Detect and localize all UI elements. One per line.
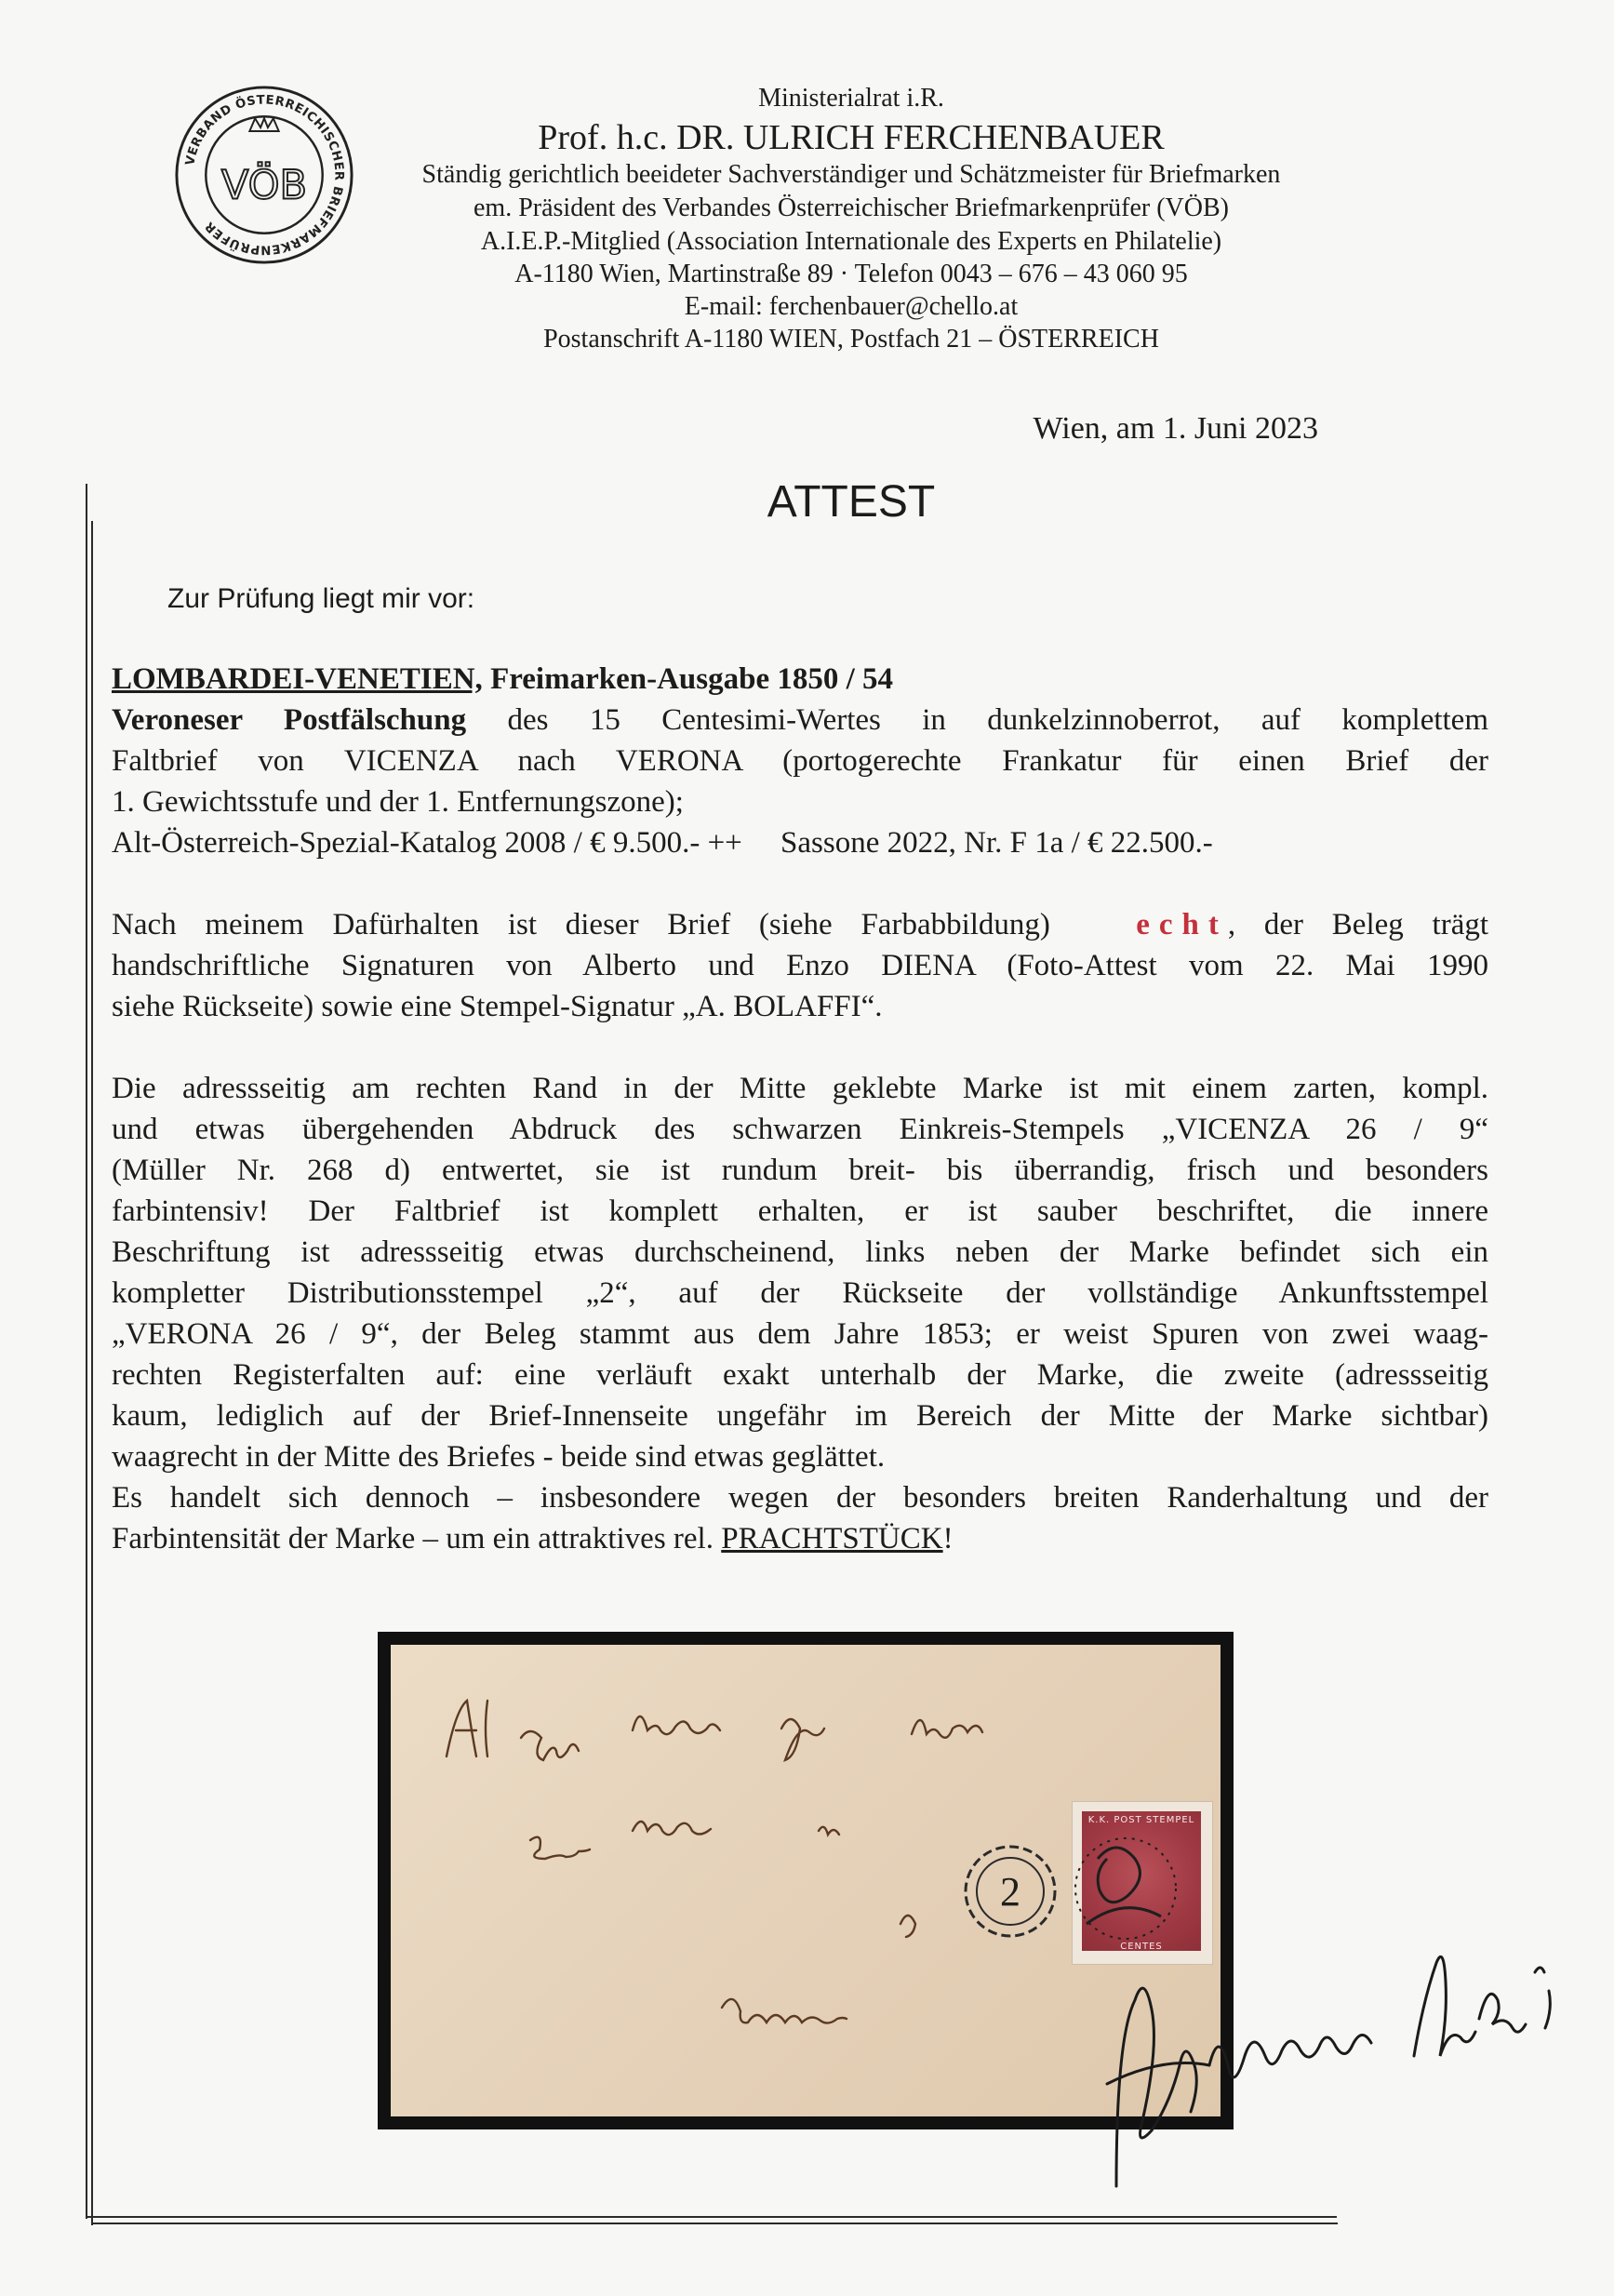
- cover-photo: [391, 1645, 1221, 2116]
- description-line: kaum, lediglich auf der Brief-Innenseite ungefähr im Bereich der Mitte der Marke sichtbar): [112, 1399, 1488, 1433]
- description-line: rechten Registerfalten auf: eine verläuft exakt unterhalb der Marke, die zweite (adressseitig: [112, 1358, 1488, 1392]
- letterhead-address: A-1180 Wien, Martinstraße 89 · Telefon 0043 – 676 – 43 060 95: [514, 260, 1188, 288]
- description-line: Es handelt sich dennoch – insbesondere wegen der besonders breiten Randerhaltung und der: [112, 1481, 1488, 1515]
- intro-text: Zur Prüfung liegt mir vor:: [167, 583, 475, 614]
- item-line-1: [112, 662, 1488, 697]
- verdict-echt: echt: [1136, 908, 1228, 941]
- prachtstueck-label: PRACHTSTÜCK: [721, 1522, 943, 1555]
- item-issue: Freimarken-Ausgabe 1850 / 54: [482, 662, 894, 696]
- description-line: „VERONA 26 / 9“, der Beleg stammt aus dem Jahre 1853; er weist Spuren von zwei waag-: [112, 1317, 1488, 1351]
- description-line: Beschriftung ist adressseitig etwas durchscheinend, links neben der Marke befindet sich ein: [112, 1235, 1488, 1269]
- stamp-bottom-text: CENTES: [1120, 1942, 1163, 1952]
- item-line-3: Faltbrief von VICENZA nach VERONA (portogerechte Frankatur für einen Brief der: [112, 744, 1488, 778]
- letterhead-line: Ständig gerichtlich beeideter Sachverständiger und Schätzmeister für Briefmarken: [421, 160, 1281, 189]
- description-line: kompletter Distributionsstempel „2“, auf der Rückseite der vollständige Ankunftsstempel: [112, 1276, 1488, 1310]
- description-line: farbintensiv! Der Faltbrief ist komplett erhalten, er ist sauber beschriftet, die innere: [112, 1195, 1488, 1228]
- description-text: Farbintensität der Marke – um ein attraktives rel.: [112, 1522, 722, 1555]
- description-text: !: [942, 1522, 954, 1555]
- letterhead-email: E-mail: ferchenbauer@chello.at: [684, 292, 1019, 321]
- bottom-rule: [91, 2223, 1338, 2224]
- item-line-2: [112, 703, 1488, 738]
- letterhead-name: Prof. h.c. DR. ULRICH FERCHENBAUER: [538, 118, 1165, 157]
- description-line: und etwas übergehenden Abdruck des schwarzen Einkreis-Stempels „VICENZA 26 / 9“: [112, 1113, 1488, 1146]
- bottom-rule: [86, 2216, 1337, 2218]
- description-line: Die adressseitig am rechten Rand in der Mitte geklebte Marke ist mit einem zarten, kompl.: [112, 1072, 1488, 1105]
- item-region: LOMBARDEI-VENETIEN,: [112, 662, 483, 696]
- description-line: waagrecht in der Mitte des Briefes - beide sind etwas geglättet.: [112, 1440, 886, 1474]
- stamp-top-text: K.K. POST STEMPEL: [1087, 1815, 1195, 1825]
- description-last-line: [112, 1522, 1488, 1556]
- letterhead-line: em. Präsident des Verbandes Österreichischer Briefmarkenprüfer (VÖB): [474, 194, 1229, 222]
- seal-center-text: VÖB: [220, 162, 308, 209]
- date-line: Wien, am 1. Juni 2023: [1033, 411, 1318, 446]
- margin-line: [86, 484, 87, 2219]
- letterhead-line: A.I.E.P.-Mitglied (Association Internationale des Experts en Philatelie): [480, 227, 1222, 256]
- handwritten-signature: [1098, 1907, 1581, 2214]
- margin-line: [91, 521, 93, 2225]
- stamp-cancel-overlay: [391, 1645, 1221, 2116]
- page-title: ATTEST: [767, 477, 936, 527]
- distribution-cancel-numeral: 2: [1000, 1869, 1020, 1915]
- seal-ring-text: VERBAND ÖSTERREICHISCHER BRIEFMARKENPRÜFER: [183, 93, 346, 257]
- opinion-line-3: siehe Rückseite) sowie eine Stempel-Signatur „A. BOLAFFI“.: [112, 990, 883, 1023]
- opinion-line-1: [112, 908, 1488, 942]
- catalog-line: Alt-Österreich-Spezial-Katalog 2008 / € 9.500.- ++ Sassone 2022, Nr. F 1a / € 22.500.-: [112, 826, 1213, 860]
- letterhead-postal: Postanschrift A-1180 WIEN, Postfach 21 – ÖSTERREICH: [543, 325, 1159, 354]
- voeb-seal-logo: [173, 84, 355, 266]
- opinion-text: , der Beleg trägt: [1227, 908, 1489, 941]
- item-line-4: 1. Gewichtsstufe und der 1. Entfernungszone);: [112, 785, 684, 819]
- opinion-line-2: handschriftliche Signaturen von Alberto und Enzo DIENA (Foto-Attest vom 22. Mai 1990: [112, 949, 1488, 982]
- item-forgery: Veroneser Postfälschung: [112, 703, 467, 737]
- description-line: (Müller Nr. 268 d) entwertet, sie ist rundum breit- bis überrandig, frisch und besonders: [112, 1154, 1488, 1187]
- item-value: des 15 Centesimi-Wertes in dunkelzinnoberrot, auf komplettem: [466, 703, 1488, 737]
- letterhead-rank: Ministerialrat i.R.: [758, 84, 944, 113]
- opinion-text: Nach meinem Dafürhalten ist dieser Brief (siehe Farbabbildung): [112, 908, 1050, 941]
